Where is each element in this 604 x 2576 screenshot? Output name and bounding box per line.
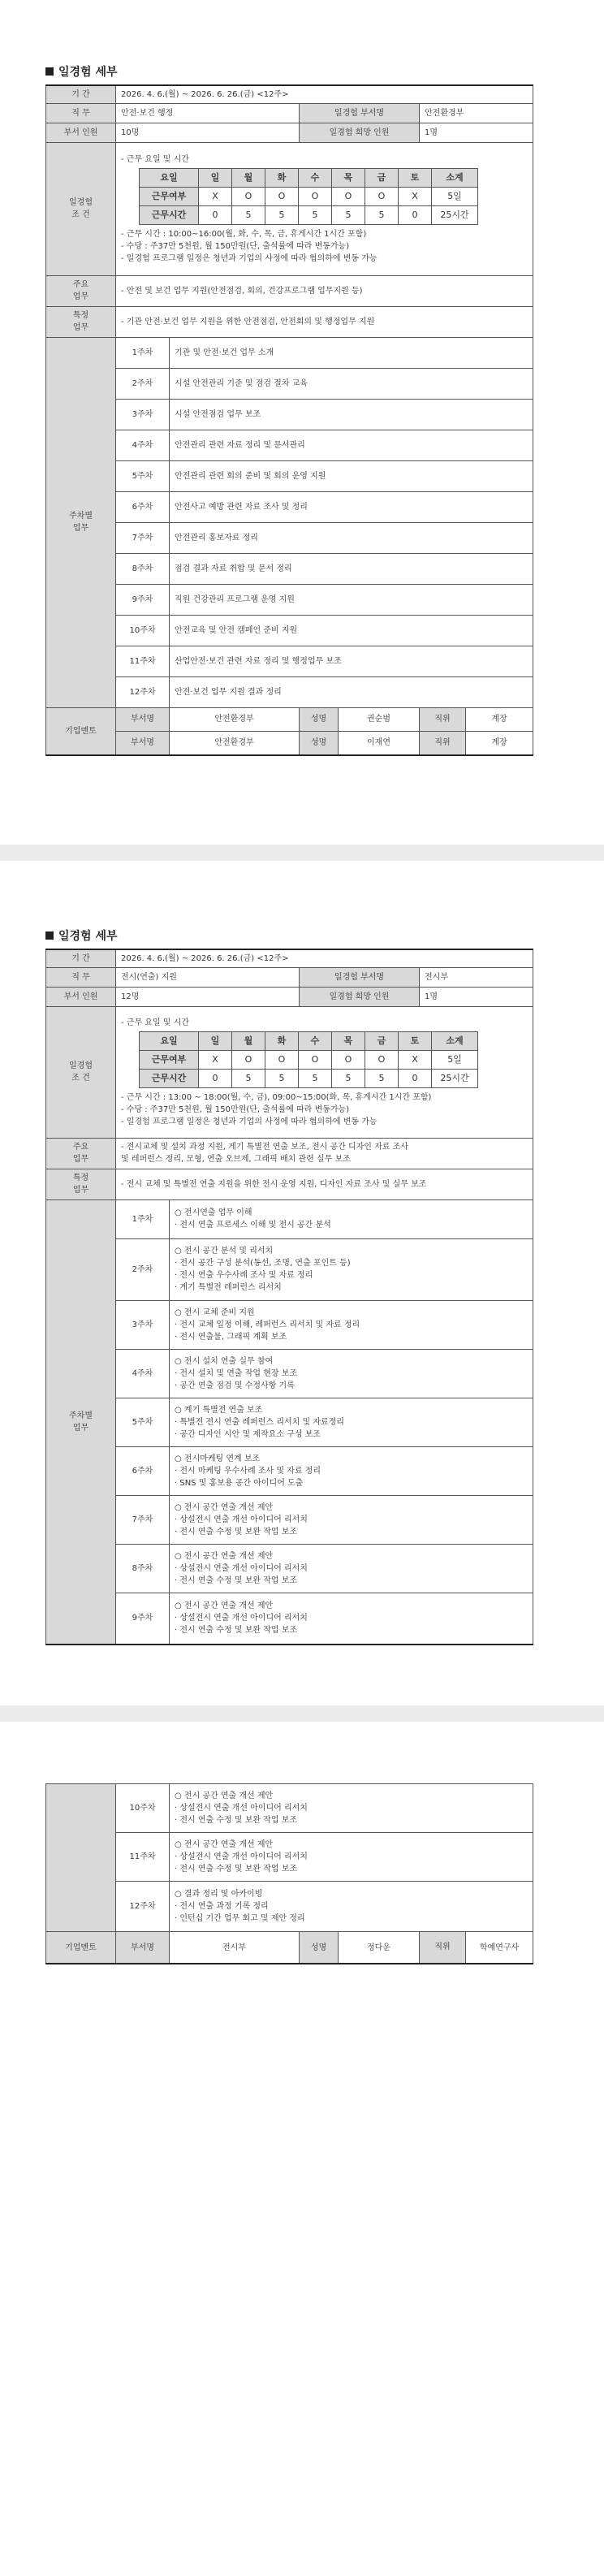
- special-task-label: 특정 업무: [46, 1169, 116, 1199]
- week-task-line: ○ 전시 공간 연출 개선 제안: [175, 1601, 274, 1611]
- conditions-heading: - 근무 요일 및 시간: [121, 1018, 189, 1027]
- week-task: [170, 1398, 533, 1446]
- company-mentor-label: 기업멘토: [46, 707, 116, 755]
- weekly-label-continued: [46, 1784, 116, 1932]
- sched-r0-0: 근무여부: [140, 187, 199, 205]
- period-value: 2026. 4. 6.(월) ~ 2026. 6. 26.(금) <12주>: [116, 85, 533, 103]
- week-task: [170, 1784, 533, 1833]
- detail-table-continued: [45, 1783, 533, 1964]
- mentor-position-label: 직위: [420, 732, 466, 754]
- hiring-count-value: 1명: [420, 987, 533, 1006]
- sched-h-4: 수: [299, 1031, 332, 1050]
- sched-r0-4: O: [299, 1050, 332, 1069]
- square-bullet-icon: [45, 67, 54, 76]
- sched-r0-8: 5일: [432, 187, 478, 205]
- week-label: 12주차: [116, 1882, 170, 1932]
- sched-r1-3: 5: [265, 205, 299, 224]
- sched-r1-5: 5: [332, 1069, 365, 1087]
- section-heading-text: 일경험 세부: [58, 930, 118, 943]
- section-heading: [45, 63, 118, 80]
- hiring-dept-value: 안전환경부: [420, 103, 533, 123]
- mentor-dept: 안전환경부: [170, 707, 300, 731]
- week-task-line: · 전시 교체 일정 이해, 레퍼런스 리서치 및 자료 정리: [175, 1320, 360, 1329]
- dept-count-value: 12명: [116, 987, 300, 1006]
- sched-r1-0: 근무시간: [140, 1069, 199, 1087]
- week-task: [170, 1300, 533, 1349]
- week-label: 10주차: [116, 615, 170, 646]
- week-task-line: ○ 전시 공간 연출 개선 제안: [175, 1840, 274, 1849]
- week-task: [170, 1833, 533, 1882]
- sched-r0-1: X: [199, 187, 232, 205]
- week-label: 10주차: [116, 1784, 170, 1833]
- sched-h-2: 월: [232, 168, 265, 187]
- sched-r1-4: 5: [299, 1069, 332, 1087]
- sched-h-7: 토: [399, 168, 432, 187]
- week-task-line: · 인턴십 기간 업무 회고 및 제안 정리: [175, 1914, 305, 1923]
- mentor-name: 권순범: [339, 707, 420, 731]
- sched-r0-6: O: [365, 1050, 399, 1069]
- sched-h-1: 일: [199, 168, 232, 187]
- main-task-value: [116, 1138, 533, 1169]
- week-task-line: · 전시 연출물, 그래픽 계획 보조: [175, 1332, 287, 1342]
- mentor-position: 학예연구사: [479, 1943, 520, 1952]
- week-task: [170, 1199, 533, 1238]
- week-label: 2주차: [116, 368, 170, 399]
- dept-count-value: 10명: [116, 123, 300, 142]
- week-label: 5주차: [116, 460, 170, 491]
- week-label: 5주차: [116, 1398, 170, 1446]
- conditions-heading: - 근무 요일 및 시간: [121, 154, 189, 164]
- main-task-label: 주요 업무: [46, 275, 116, 306]
- week-label: 3주차: [116, 399, 170, 430]
- mentor-position-cell: [420, 707, 533, 731]
- schedule-table: [139, 168, 478, 225]
- page-3: [0, 1722, 604, 2576]
- main-task-line: 및 레퍼런스 정리, 모형, 연출 오브제, 그래픽 배치 관련 실무 보조: [121, 1155, 351, 1164]
- week-task: [170, 1349, 533, 1398]
- week-task-line: · 계기 특별전 레퍼런스 리서치: [175, 1283, 282, 1292]
- special-task-value: - 전시 교체 및 특별전 연출 지원을 위한 전시 운영 지원, 디자인 자료 조사 및 실무 보조: [116, 1169, 533, 1199]
- week-label: 4주차: [116, 430, 170, 460]
- week-task: 안전관리 홍보자료 정리: [170, 522, 533, 553]
- week-label: 3주차: [116, 1300, 170, 1349]
- week-task-line: · 전시 연출 프로세스 이해 및 전시 공간 분석: [175, 1221, 331, 1230]
- week-task-line: · SNS 및 홍보용 공간 아이디어 도출: [175, 1478, 304, 1488]
- square-bullet-icon: [45, 931, 54, 940]
- dept-count-label: 부서 인원: [46, 123, 116, 142]
- sched-r1-7: 0: [399, 205, 432, 224]
- week-label: 9주차: [116, 584, 170, 615]
- sched-r0-7: X: [399, 1050, 432, 1069]
- week-task-line: · 전시 연출 수정 및 보완 작업 보조: [175, 1575, 298, 1585]
- period-value: 2026. 4. 6.(월) ~ 2026. 6. 26.(금) <12주>: [116, 949, 533, 967]
- week-label: 4주차: [116, 1349, 170, 1398]
- mentor-position-cell: [420, 1932, 533, 1964]
- sched-h-8: 소계: [432, 168, 478, 187]
- week-task: [170, 1544, 533, 1593]
- week-task: [170, 1446, 533, 1495]
- week-task-line: ○ 전시마케팅 연계 보조: [175, 1454, 261, 1463]
- job-label: 직 무: [46, 103, 116, 123]
- sched-r1-8: 25시간: [432, 205, 478, 224]
- week-label: 11주차: [116, 646, 170, 676]
- week-label: 8주차: [116, 1544, 170, 1593]
- sched-r1-1: 0: [199, 1069, 232, 1087]
- week-label: 6주차: [116, 491, 170, 522]
- week-label: 2주차: [116, 1238, 170, 1300]
- week-task: [170, 1882, 533, 1932]
- week-task: 시설 안전점검 업무 보조: [170, 399, 533, 430]
- dept-count-label: 부서 인원: [46, 987, 116, 1006]
- week-task-line: ○ 계기 특별전 연출 보조: [175, 1405, 263, 1415]
- week-task: 점검 결과 자료 취합 및 문서 정리: [170, 553, 533, 584]
- weekly-label: 주차별 업무: [46, 337, 116, 707]
- mentor-dept-label: 부서명: [116, 1932, 170, 1964]
- condition-note: - 수당 : 주37만 5천원, 월 150만원(단, 출석률에 따라 변동가능): [121, 1104, 350, 1114]
- weekly-label: 주차별 업무: [46, 1199, 116, 1645]
- condition-note: - 일경험 프로그램 일정은 청년과 기업의 사정에 따라 협의하에 변동 가능: [121, 253, 378, 263]
- hiring-dept-value: 전시부: [420, 967, 533, 987]
- sched-r0-2: O: [232, 1050, 265, 1069]
- company-mentor-label: 기업멘토: [46, 1932, 116, 1964]
- week-task-line: · 상설전시 연출 개선 아이디어 리서치: [175, 1563, 308, 1573]
- detail-table: [45, 84, 533, 756]
- week-task-line: · 전시 공간 구성 분석(동선, 조명, 연출 포인트 등): [175, 1259, 351, 1268]
- sched-r0-8: 5일: [432, 1050, 478, 1069]
- week-task-line: · 상설전시 연출 개선 아이디어 리서치: [175, 1804, 308, 1813]
- week-task: [170, 1238, 533, 1300]
- conditions-cell: [116, 142, 533, 275]
- mentor-name-label: 성명: [300, 1932, 339, 1964]
- mentor-name: 정다운: [339, 1932, 420, 1964]
- sched-h-5: 목: [332, 1031, 365, 1050]
- schedule-table: [139, 1031, 478, 1088]
- week-task-line: · 전시 설치 및 연출 작업 현장 보조: [175, 1368, 298, 1378]
- page-2: [0, 861, 604, 1705]
- sched-r1-3: 5: [265, 1069, 299, 1087]
- special-task-value: - 기관 안전·보건 업무 지원을 위한 안전점검, 안전회의 및 행정업무 지원: [116, 306, 533, 337]
- week-task-line: ○ 전시연출 업무 이해: [175, 1208, 252, 1217]
- week-task-line: · 전시 연출 수정 및 보완 작업 보조: [175, 1626, 298, 1636]
- job-value: 안전·보건 행정: [116, 103, 300, 123]
- hiring-count-label: 일경험 희망 인원: [300, 123, 420, 142]
- week-task: 안전관리 관련 자료 정리 및 문서관리: [170, 430, 533, 460]
- main-task-label: 주요 업무: [46, 1138, 116, 1169]
- week-label: 1주차: [116, 337, 170, 368]
- week-task-line: · 상설전시 연출 개선 아이디어 리서치: [175, 1614, 308, 1623]
- week-task: [170, 1593, 533, 1645]
- sched-h-6: 금: [365, 1031, 399, 1050]
- week-task-line: · 상설전시 연출 개선 아이디어 리서치: [175, 1852, 308, 1861]
- job-value: 전시(연출) 지원: [116, 967, 300, 987]
- section-heading: [45, 927, 118, 944]
- week-task-line: ○ 전시 공간 연출 개선 제안: [175, 1792, 274, 1800]
- sched-h-0: 요일: [140, 1031, 199, 1050]
- sched-r1-6: 5: [365, 1069, 399, 1087]
- mentor-dept: 안전환경부: [170, 731, 300, 755]
- week-task-line: ○ 전시 공간 연출 개선 제안: [175, 1502, 274, 1512]
- sched-r0-5: O: [332, 1050, 365, 1069]
- week-task: 안전관리 관련 회의 준비 및 회의 운영 지원: [170, 460, 533, 491]
- week-task: 안전·보건 업무 지원 결과 정리: [170, 676, 533, 707]
- sched-r0-2: O: [232, 187, 265, 205]
- sched-r1-8: 25시간: [432, 1069, 478, 1087]
- mentor-name-label: 성명: [300, 731, 339, 755]
- sched-r0-3: O: [265, 187, 299, 205]
- mentor-position: 계장: [491, 715, 507, 724]
- week-task-line: · 전시 마케팅 우수사례 조사 및 자료 정리: [175, 1466, 321, 1476]
- conditions-cell: [116, 1006, 533, 1138]
- week-task-line: · 전시 연출 우수사례 조사 및 자료 정리: [175, 1271, 313, 1280]
- week-task-line: · 상설전시 연출 개선 아이디어 리서치: [175, 1515, 308, 1524]
- page-1: [0, 0, 604, 845]
- sched-r0-3: O: [265, 1050, 299, 1069]
- week-label: 6주차: [116, 1446, 170, 1495]
- hiring-count-label: 일경험 희망 인원: [300, 987, 420, 1006]
- mentor-position-label: 직위: [420, 1932, 466, 1963]
- mentor-name-label: 성명: [300, 707, 339, 731]
- sched-h-2: 월: [232, 1031, 265, 1050]
- sched-r1-4: 5: [299, 205, 332, 224]
- sched-h-0: 요일: [140, 168, 199, 187]
- mentor-dept-label: 부서명: [116, 731, 170, 755]
- week-task-line: ○ 전시 공간 분석 및 리서치: [175, 1247, 274, 1256]
- mentor-dept-label: 부서명: [116, 707, 170, 731]
- condition-note: - 일경험 프로그램 일정은 청년과 기업의 사정에 따라 협의하에 변동 가능: [121, 1117, 378, 1126]
- sched-r1-1: 0: [199, 205, 232, 224]
- week-task-line: ○ 전시 교체 준비 지원: [175, 1307, 255, 1317]
- week-task: 안전사고 예방 관련 자료 조사 및 정리: [170, 491, 533, 522]
- sched-r0-1: X: [199, 1050, 232, 1069]
- week-task: [170, 1495, 533, 1544]
- condition-note: - 수당 : 주37만 5천원, 월 150만원(단, 출석률에 따라 변동가능): [121, 241, 350, 251]
- sched-r1-6: 5: [365, 205, 399, 224]
- week-task: 산업안전·보건 관련 자료 정리 및 행정업무 보조: [170, 646, 533, 676]
- week-label: 8주차: [116, 553, 170, 584]
- mentor-dept: 전시부: [170, 1932, 300, 1964]
- conditions-label: 일경험 조 건: [46, 1006, 116, 1138]
- sched-r1-2: 5: [232, 1069, 265, 1087]
- job-label: 직 무: [46, 967, 116, 987]
- week-label: 1주차: [116, 1199, 170, 1238]
- mentor-position-cell: [420, 731, 533, 755]
- week-task-line: ○ 전시 설치 연출 실무 참여: [175, 1356, 274, 1366]
- period-label: 기 간: [46, 85, 116, 103]
- week-task-line: · 공간 디자인 시안 및 제작요소 구성 보조: [175, 1429, 321, 1439]
- week-label: 7주차: [116, 522, 170, 553]
- week-label: 7주차: [116, 1495, 170, 1544]
- mentor-name: 이재연: [339, 731, 420, 755]
- week-task-line: ○ 전시 공간 연출 개선 제안: [175, 1551, 274, 1561]
- detail-table: [45, 949, 533, 1645]
- week-task: 기관 및 안전·보건 업무 소개: [170, 337, 533, 368]
- hiring-count-value: 1명: [420, 123, 533, 142]
- mentor-position-label: 직위: [420, 708, 466, 731]
- week-label: 12주차: [116, 676, 170, 707]
- week-task: 안전교육 및 안전 캠페인 준비 지원: [170, 615, 533, 646]
- period-label: 기 간: [46, 949, 116, 967]
- week-task-line: · 전시 연출 수정 및 보완 작업 보조: [175, 1527, 298, 1537]
- sched-r1-0: 근무시간: [140, 205, 199, 224]
- week-task-line: · 특별전 전시 연출 레퍼런스 리서치 및 자료정리: [175, 1417, 344, 1427]
- section-heading-text: 일경험 세부: [58, 66, 118, 79]
- sched-r0-7: X: [399, 187, 432, 205]
- hiring-dept-label: 일경험 부서명: [300, 103, 420, 123]
- week-task-line: · 전시 연출 수정 및 보완 작업 보조: [175, 1816, 298, 1825]
- week-task-line: · 전시 연출 수정 및 보완 작업 보조: [175, 1865, 298, 1874]
- week-label: 11주차: [116, 1833, 170, 1882]
- sched-r0-6: O: [365, 187, 399, 205]
- special-task-label: 특정 업무: [46, 306, 116, 337]
- sched-r0-4: O: [299, 187, 332, 205]
- sched-r0-0: 근무여부: [140, 1050, 199, 1069]
- main-task-line: - 전시교체 및 설치 과정 지원, 게기 특별전 연출 보조, 전시 공간 디자인 자료 조사: [121, 1143, 408, 1152]
- sched-h-1: 일: [199, 1031, 232, 1050]
- sched-h-5: 목: [332, 168, 365, 187]
- week-task-line: · 전시 연출 과정 기록 정리: [175, 1902, 269, 1911]
- sched-h-8: 소계: [432, 1031, 478, 1050]
- week-task-line: · 공간 연출 점검 및 수정사항 기록: [175, 1381, 295, 1390]
- mentor-position: 계장: [491, 738, 507, 747]
- sched-h-4: 수: [299, 168, 332, 187]
- sched-h-3: 화: [265, 168, 299, 187]
- sched-r1-2: 5: [232, 205, 265, 224]
- week-task: 직원 건강관리 프로그램 운영 지원: [170, 584, 533, 615]
- week-task: 시설 안전관리 기준 및 점검 절차 교육: [170, 368, 533, 399]
- conditions-label: 일경험 조 건: [46, 142, 116, 275]
- sched-r1-5: 5: [332, 205, 365, 224]
- sched-h-6: 금: [365, 168, 399, 187]
- main-task-value: - 안전 및 보건 업무 지원(안전점검, 회의, 건강프로그램 업무지원 등): [116, 275, 533, 306]
- sched-h-3: 화: [265, 1031, 299, 1050]
- hiring-dept-label: 일경험 부서명: [300, 967, 420, 987]
- sched-h-7: 토: [399, 1031, 432, 1050]
- condition-note: - 근무 시간 : 10:00~16:00(월, 화, 수, 목, 금, 휴게시간 1시간 포함): [121, 229, 367, 239]
- condition-note: - 근무 시간 : 13:00 ~ 18:00(월, 수, 금), 09:00~15:00(화, 목, 휴게시간 1시간 포함): [121, 1092, 432, 1102]
- sched-r0-5: O: [332, 187, 365, 205]
- sched-r1-7: 0: [399, 1069, 432, 1087]
- week-task-line: ○ 결과 정리 및 아카이빙: [175, 1890, 263, 1899]
- week-label: 9주차: [116, 1593, 170, 1645]
